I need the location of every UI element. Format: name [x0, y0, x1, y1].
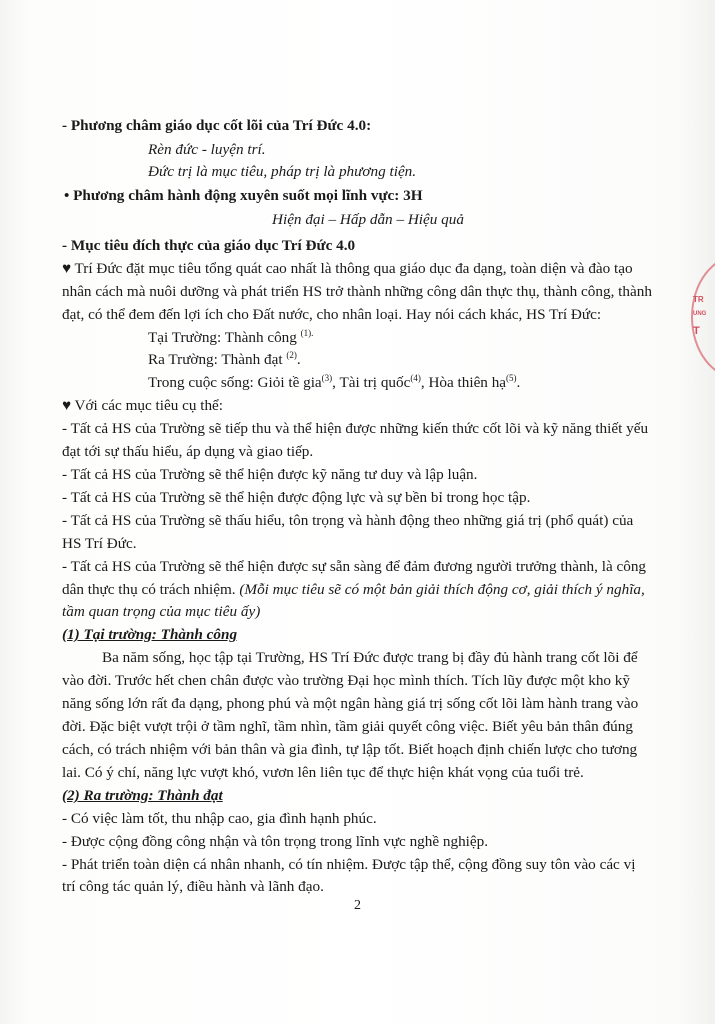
goal-in-life: [148, 373, 520, 392]
paragraph-line: cách, có trách nhiệm với bản thân và gia đình, tự lập tốt. Biết hoạch định chiến lược cho tương: [62, 741, 638, 758]
action-motto-line: Hiện đại – Hấp dẫn – Hiệu quả: [272, 211, 464, 228]
italic-note: tầm quan trọng của mục tiêu ấy): [62, 603, 261, 620]
italic-note: (Mỗi mục tiêu sẽ có một bản giải thích động cơ, giải thích ý nghĩa,: [239, 581, 645, 598]
paragraph-line: - Tất cả HS của Trường sẽ thể hiện được kỹ năng tư duy và lập luận.: [62, 466, 478, 483]
footnote-ref: (4): [410, 372, 421, 383]
paragraph-line: nhân cách mà nuôi dưỡng và phát triển HS trở thành những công dân thực thụ, thành công, thành: [62, 283, 652, 300]
paragraph-line: - Tất cả HS của Trường sẽ thấu hiểu, tôn trọng và hành động theo những giá trị (phổ quát) của: [62, 512, 634, 529]
paragraph-line: ♥ Trí Đức đặt mục tiêu tổng quát cao nhất là thông qua giáo dục đa dạng, toàn diện và đào tạo: [62, 260, 633, 277]
punctuation: .: [516, 374, 521, 391]
goal-text: , Tài trị quốc: [332, 374, 411, 391]
paragraph-line: - Có việc làm tốt, thu nhập cao, gia đình hạnh phúc.: [62, 810, 377, 827]
goal-after-school: [148, 350, 301, 369]
paragraph-line: [62, 580, 645, 599]
stamp-text: T: [693, 325, 700, 337]
heading-core-motto: - Phương châm giáo dục cốt lõi của Trí Đức 4.0:: [62, 117, 372, 134]
paragraph-line: năng sống lớn rất đa dạng, phong phú và một ngân hàng giá trị sống cốt lõi làm hành trang vào: [62, 695, 639, 712]
heading-true-goal: - Mục tiêu đích thực của giáo dục Trí Đức 4.0: [62, 237, 356, 254]
page-number: 2: [354, 898, 361, 913]
paragraph-line: - Được cộng đồng công nhận và tôn trọng trong lĩnh vực nghề nghiệp.: [62, 833, 489, 850]
red-stamp-fragment: [687, 255, 715, 375]
paragraph-line: lai. Có ý chí, năng lực vượt khó, vươn lên liên tục để thực hiện khát vọng của tuổi trẻ.: [62, 764, 584, 781]
goal-text: , Hòa thiên hạ: [420, 374, 507, 391]
goal-text: Tại Trường: Thành công: [148, 329, 297, 346]
stamp-text: UNG: [693, 311, 707, 317]
heading-at-school: (1) Tại trường: Thành công: [62, 626, 238, 643]
footnote-ref: (1).: [300, 327, 314, 338]
paragraph-line: đời. Đặc biệt vượt trội ở tầm nghĩ, tầm nhìn, tầm giải quyết công việc. Biết yêu bản thân đúng: [62, 718, 633, 735]
goal-at-school: [148, 328, 313, 347]
paragraph-line: ♥ Với các mục tiêu cụ thể:: [62, 397, 223, 414]
paragraph-line: - Tất cả HS của Trường sẽ tiếp thu và thể hiện được những kiến thức cốt lõi và kỹ năng thiết yếu: [62, 420, 649, 437]
footnote-ref: (5): [506, 372, 517, 383]
heading-action-motto: • Phương châm hành động xuyên suốt mọi lĩnh vực: 3H: [64, 187, 423, 204]
punctuation: .: [296, 351, 301, 368]
goal-text: Trong cuộc sống: Giỏi tề gia: [148, 374, 322, 391]
paragraph-line: vào đời. Trước hết chen chân được vào trường Đại học mình thích. Tích lũy được một kho kỹ: [62, 672, 630, 689]
goal-text: Ra Trường: Thành đạt: [148, 351, 283, 368]
paragraph-line: Ba năm sống, học tập tại Trường, HS Trí Đức được trang bị đầy đủ hành trang cốt lõi để: [102, 649, 638, 666]
paragraph-line: HS Trí Đức.: [62, 535, 137, 552]
heading-after-school: (2) Ra trường: Thành đạt: [62, 787, 223, 804]
motto-line-1: Rèn đức - luyện trí.: [148, 141, 266, 158]
stamp-text: TR: [693, 295, 704, 304]
motto-line-2: Đức trị là mục tiêu, pháp trị là phương tiện.: [148, 163, 417, 180]
paragraph-text: dân thực thụ có trách nhiệm.: [62, 581, 240, 598]
paragraph-line: đạt tới sự thấu hiểu, áp dụng và giao tiếp.: [62, 443, 314, 460]
paragraph-line: - Phát triển toàn diện cá nhân nhanh, có tín nhiệm. Được tập thể, cộng đồng suy tôn vào các vị: [62, 856, 636, 873]
paragraph-line: trí công tác quản lý, điều hành và lãnh đạo.: [62, 878, 324, 895]
footnote-ref: (3): [321, 372, 333, 383]
paragraph-line: - Tất cả HS của Trường sẽ thể hiện được sự sẵn sàng để đảm đương người trưởng thành, là công: [62, 558, 647, 575]
paragraph-line: - Tất cả HS của Trường sẽ thể hiện được động lực và sự bền bỉ trong học tập.: [62, 489, 531, 506]
paragraph-line: đạt, có thể đem đến lợi ích cho Đất nước, cho nhân loại. Hay nói cách khác, HS Trí Đức:: [62, 306, 602, 323]
footnote-ref: (2): [286, 349, 297, 360]
